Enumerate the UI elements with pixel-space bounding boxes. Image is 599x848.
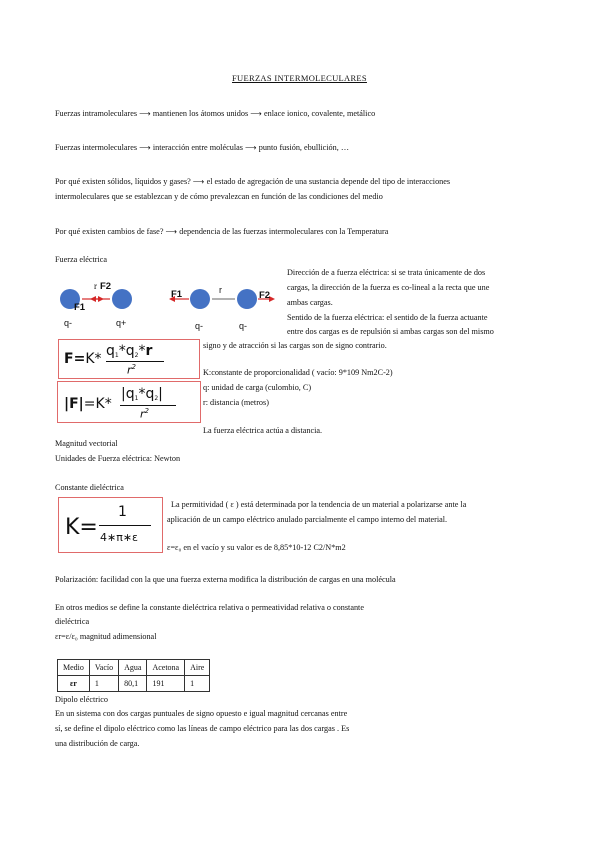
charge-sphere-right — [112, 289, 132, 309]
vector-note: Magnitud vectorial — [55, 439, 118, 448]
phase-change-line: Por qué existen cambios de fase? ⟶ dependencia de las fuerzas intermoleculares con la Temperatura — [55, 227, 389, 236]
permittivity-line-2: aplicación de un campo eléctrico anulado parcialmente el campo interno del material. — [167, 515, 448, 524]
dipole-line-1: En un sistema con dos cargas puntuales de signo opuesto e igual magnitud cercanas entre — [55, 709, 348, 718]
direction-line-2: cargas, la dirección de la fuerza es co-lineal a la recta que une — [287, 283, 490, 292]
dielectric-heading: Constante dieléctrica — [55, 483, 124, 492]
formula2-denominator: $r^2$ — [140, 407, 149, 421]
polarization-line: Polarización: facilidad con la que una fuerza externa modifica la distribución de cargas en una molécula — [55, 575, 396, 584]
f2-label-right: F2 — [259, 290, 271, 301]
dielectric-table — [57, 659, 210, 692]
def-r: r: distancia (metros) — [203, 398, 269, 407]
coulomb-magnitude-formula-box — [57, 381, 201, 423]
formula-lhs: F=K* — [64, 351, 102, 367]
coulomb-formula-box — [58, 339, 200, 379]
epsilon0-note: ε=ε₀ en el vacío y su valor es de 8,85*10-12 C2/N*m2 — [167, 543, 346, 552]
table-header-cell: Acetona — [147, 660, 185, 676]
why-states-line-1: Por qué existen sólidos, líquidos y gases? ⟶ el estado de agregación de una sustancia depende del tipo de interacciones — [55, 177, 451, 186]
def-q: q: unidad de carga (culombio, C) — [203, 383, 312, 392]
fraction-bar — [106, 361, 164, 362]
sense-line-1: Sentido de la fuerza eléctrica: el sentido de la fuerza actuante — [287, 313, 488, 322]
den-r: r — [140, 407, 145, 421]
permittivity-line-1: La permitividad ( ε ) está determinada por la tendencia de un material a polarizarse ante la — [171, 500, 467, 509]
table-cell: 191 — [147, 676, 185, 692]
relative-line-2: dieléctrica — [55, 617, 90, 626]
charge-label-q-minus-r1: q- — [195, 321, 204, 331]
why-states-line-2: intermoleculares que se establezcan y de cómo prevalezcan en función de las condiciones del medio — [55, 192, 383, 201]
units-note: Unidades de Fuerza eléctrica: Newton — [55, 454, 181, 463]
table-header-cell: Aire — [185, 660, 210, 676]
table-cell: 1 — [185, 676, 210, 692]
direction-line-1: Dirección de a fuerza eléctrica: si se trata únicamente de dos — [287, 268, 486, 277]
table-cell: 1 — [89, 676, 118, 692]
direction-line-3: ambas cargas. — [287, 298, 333, 307]
formula-k: K — [85, 351, 95, 367]
def-k: K:constante de proporcionalidad ( vacío: 9*109 Nm2C-2) — [203, 368, 393, 377]
formula-r: r — [145, 343, 153, 359]
formula3-numerator: 1 — [118, 504, 127, 520]
formula3-denominator: 4∗π∗ε — [100, 531, 139, 544]
formula3-lhs: K= — [65, 515, 98, 540]
formula-numerator: $q_1*q_2*r$ — [106, 343, 153, 359]
q1: q — [106, 343, 115, 359]
f1-label-right: F1 — [171, 289, 183, 300]
table-header-cell: Vacío — [89, 660, 118, 676]
page-title: FUERZAS INTERMOLECULARES — [232, 73, 367, 83]
f2-label-left: F2 — [100, 281, 112, 292]
table-header-cell: Medio — [58, 660, 90, 676]
relative-line-1: En otros medios se define la constante dieléctrica relativa o permeatividad relativa o constante — [55, 603, 364, 612]
electric-force-heading: Fuerza eléctrica — [55, 255, 108, 264]
r-label-right: r — [219, 285, 222, 295]
fraction-bar — [99, 525, 151, 526]
charge-label-q-plus: q+ — [116, 318, 127, 328]
den-r: r — [127, 363, 132, 377]
sense-line-2: entre dos cargas es de repulsión si ambas cargas son del mismo — [287, 327, 494, 336]
charge-label-q-minus-r2: q- — [239, 321, 248, 331]
charge-sphere-right — [237, 289, 257, 309]
formula2-num: |q — [121, 386, 135, 402]
table-row — [58, 676, 210, 692]
dielectric-formula-box — [58, 497, 163, 553]
q2: q — [125, 343, 135, 359]
relative-line-3: εr=ε/ε₀ magnitud adimensional — [55, 632, 157, 641]
formula2-lhs: |F|=K* — [64, 396, 112, 412]
table-cell: εr — [58, 676, 90, 692]
dipole-line-3: una distribución de carga. — [55, 739, 140, 748]
dipole-line-2: sí, se define el dipolo eléctrico como las líneas de campo eléctrico para las dos cargas . Es — [55, 724, 350, 733]
table-cell: 80,1 — [119, 676, 147, 692]
fraction-bar — [120, 405, 176, 406]
distance-note: La fuerza eléctrica actúa a distancia. — [203, 426, 323, 435]
formula-denominator: $r^2$ — [127, 363, 136, 377]
table-header-cell: Agua — [119, 660, 147, 676]
formula2-abs-f: |F| — [64, 396, 84, 412]
formula-lhs-f: F — [64, 351, 74, 367]
formula2-numerator: $|q_1*q_2|$ — [121, 386, 163, 402]
dipole-heading: Dipolo eléctrico — [55, 695, 108, 704]
sense-line-3: signo y de atracción si las cargas son de signo contrario. — [203, 341, 387, 350]
r-label-left: r — [94, 281, 97, 291]
charge-label-q-minus-left: q- — [64, 318, 73, 328]
f1-label-left: F1 — [74, 302, 86, 313]
charge-sphere-left — [190, 289, 210, 309]
formula2-k: K — [95, 396, 105, 412]
inter-line: Fuerzas intermoleculares ⟶ interacción entre moléculas ⟶ punto fusión, ebullición, … — [55, 143, 350, 152]
intra-line: Fuerzas intramoleculares ⟶ mantienen los átomos unidos ⟶ enlace ionico, covalente, metálico — [55, 109, 376, 118]
table-header-row — [58, 660, 210, 676]
